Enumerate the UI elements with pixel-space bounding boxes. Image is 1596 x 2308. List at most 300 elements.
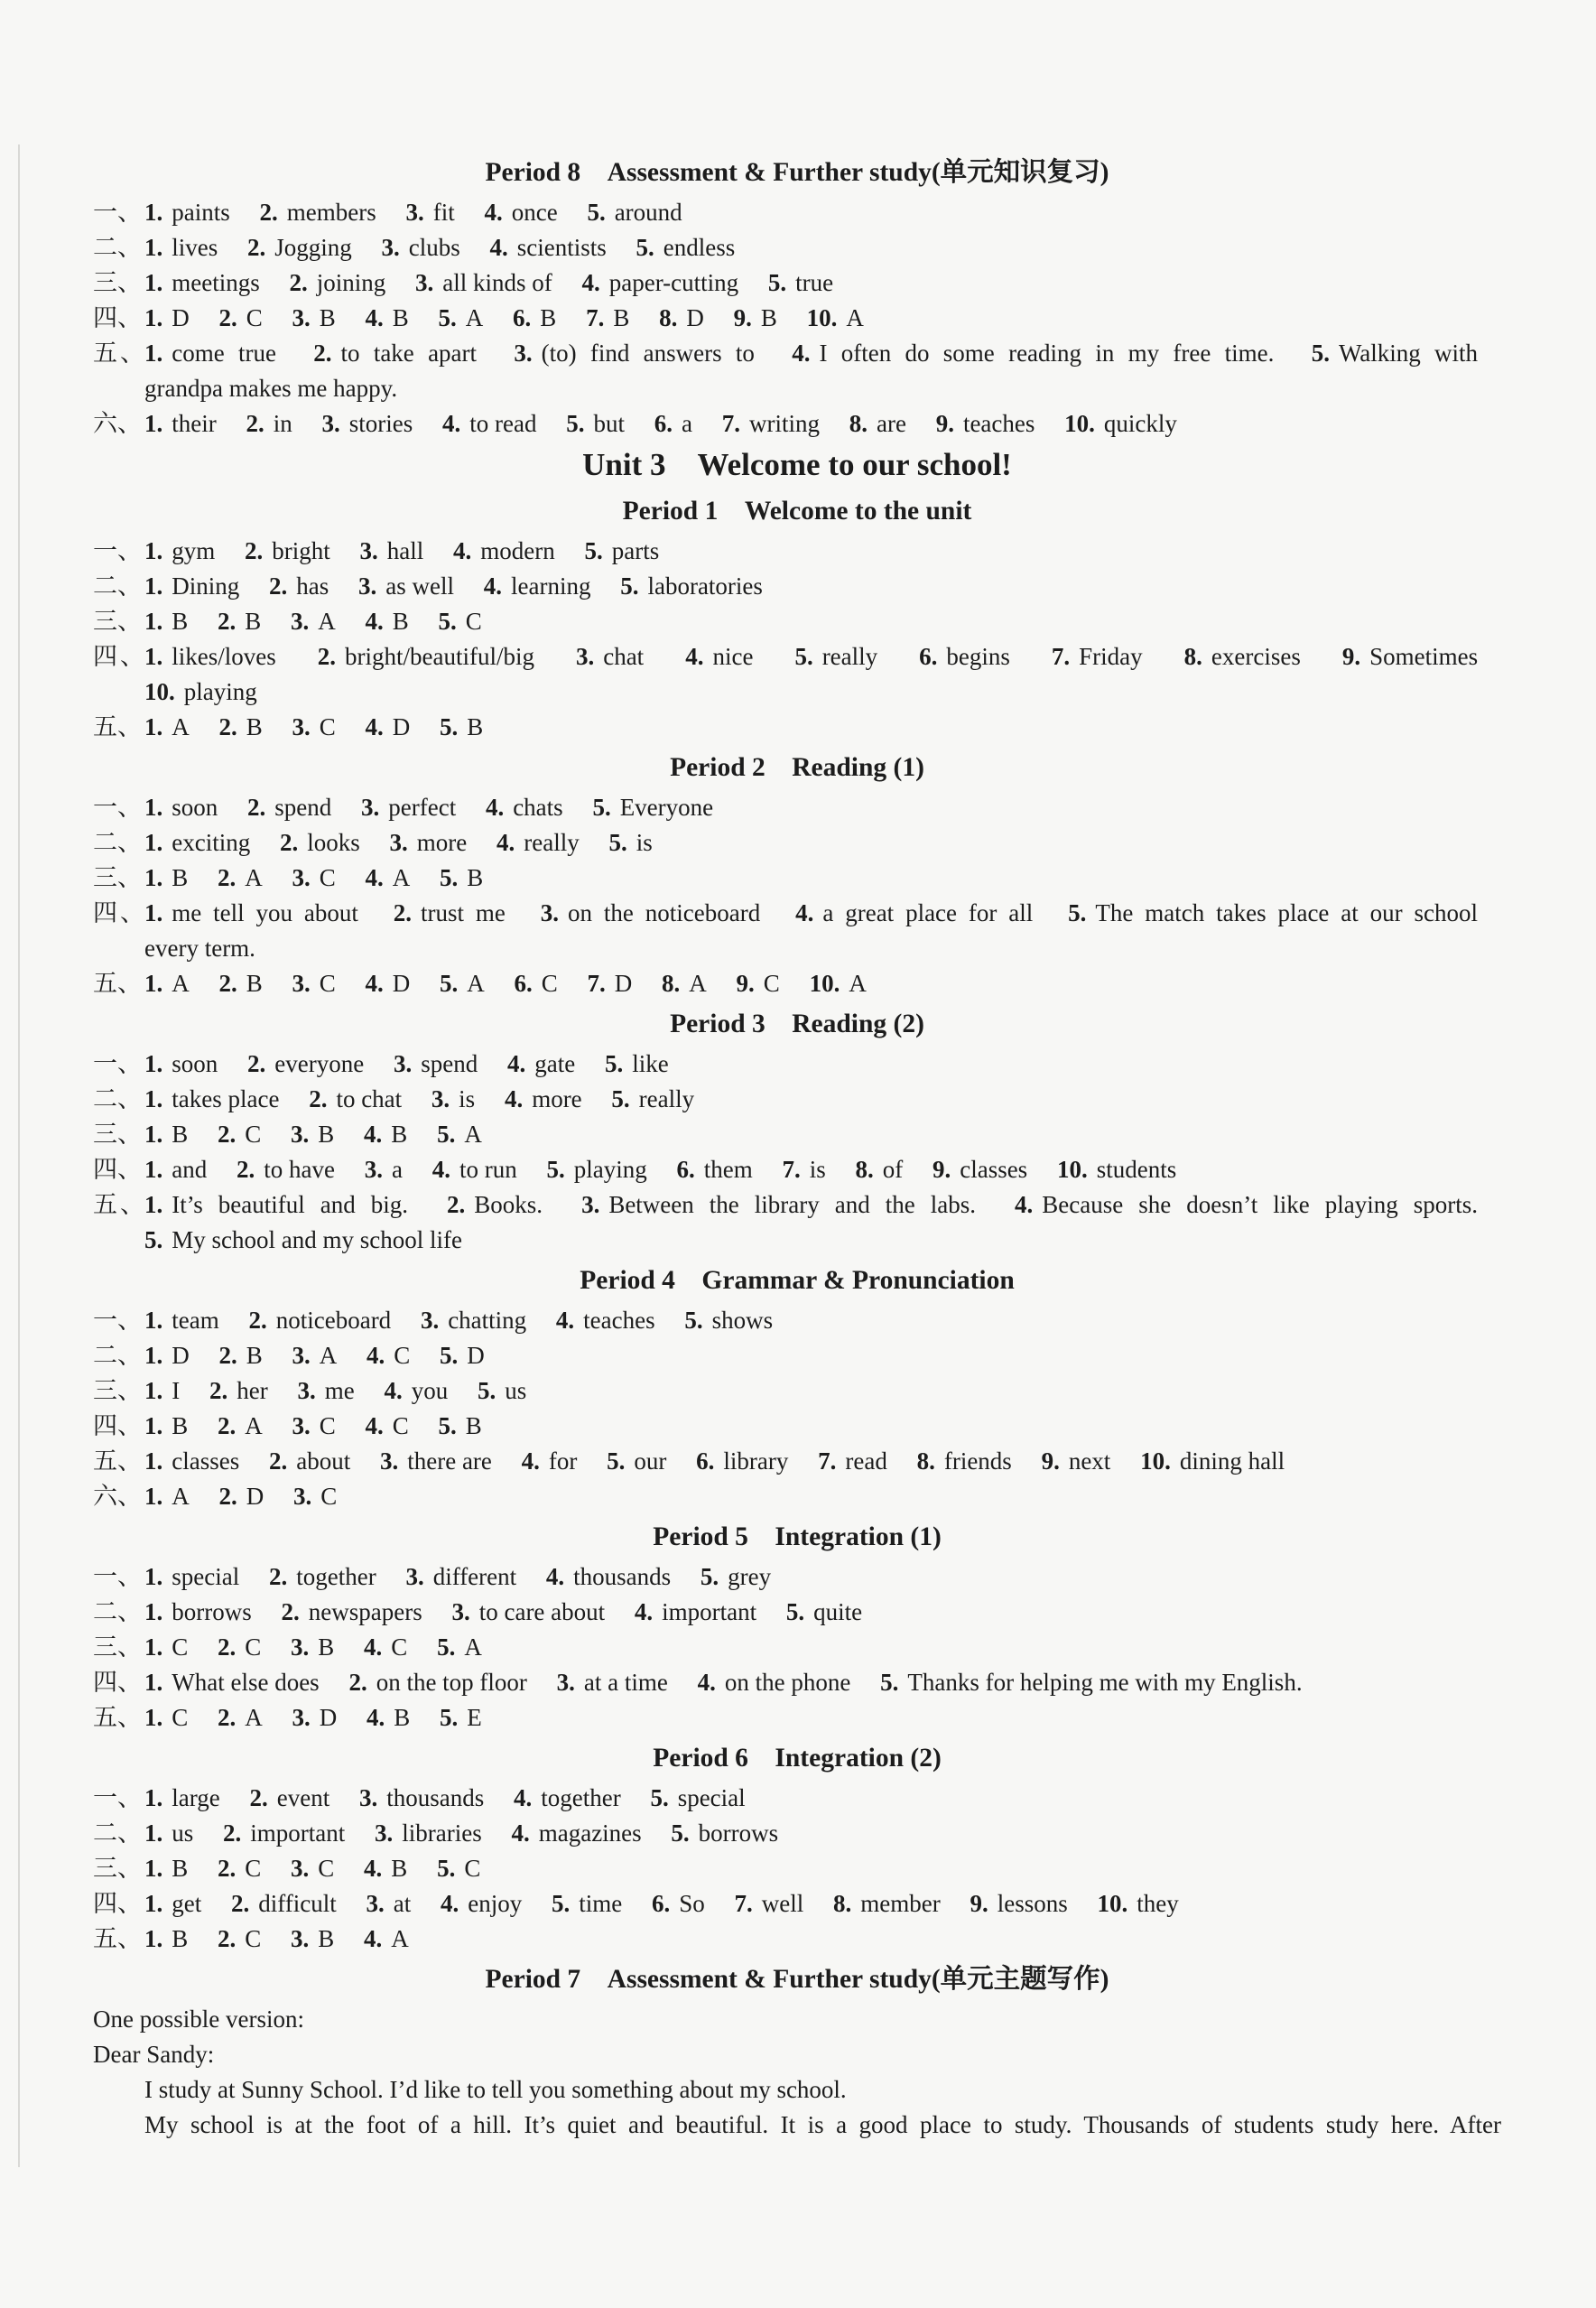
answer-number: 1. bbox=[144, 304, 163, 331]
answer-line bbox=[93, 1082, 1501, 1117]
answer-text: next bbox=[1068, 1447, 1111, 1475]
answer-item bbox=[219, 304, 263, 331]
answer-text: A bbox=[172, 1483, 190, 1510]
answer-text: thousands bbox=[573, 1563, 672, 1590]
answer-text: C bbox=[319, 1412, 336, 1439]
answer-text: C bbox=[541, 970, 558, 997]
answer-number: 6. bbox=[696, 1447, 715, 1475]
answer-text: classes bbox=[172, 1447, 240, 1475]
answer-number: 8. bbox=[662, 970, 681, 997]
answer-number: 4. bbox=[521, 1447, 540, 1475]
answer-item bbox=[620, 572, 763, 600]
answer-number: 10. bbox=[1056, 1156, 1088, 1183]
answer-number: 1. bbox=[144, 1784, 163, 1811]
answer-text: C bbox=[245, 1121, 262, 1148]
answer-text: bright/beautiful/big bbox=[345, 643, 534, 670]
answer-item bbox=[293, 1483, 337, 1510]
answer-item bbox=[366, 608, 409, 635]
answer-item bbox=[486, 794, 563, 821]
answer-item bbox=[685, 643, 753, 670]
answer-item bbox=[144, 829, 250, 856]
answer-item bbox=[735, 1890, 804, 1917]
answer-text: is bbox=[809, 1156, 826, 1183]
answer-number: 8. bbox=[659, 304, 678, 331]
answer-text: scientists bbox=[516, 234, 607, 261]
answer-number: 4. bbox=[685, 643, 704, 670]
answer-item bbox=[855, 1156, 903, 1183]
answer-number: 4. bbox=[792, 340, 811, 367]
answer-item bbox=[592, 794, 713, 821]
answer-number: 1. bbox=[144, 1819, 163, 1847]
answer-number: 2. bbox=[259, 199, 278, 226]
answer-item bbox=[144, 1412, 188, 1439]
answer-item bbox=[144, 1855, 188, 1882]
answer-number: 4. bbox=[511, 1819, 530, 1847]
answer-number: 3. bbox=[292, 304, 311, 331]
answer-text: event bbox=[276, 1784, 330, 1811]
answer-item bbox=[292, 864, 336, 891]
answer-text: library bbox=[723, 1447, 789, 1475]
question-group-number: 五、 bbox=[93, 1704, 142, 1731]
answer-number: 4. bbox=[485, 794, 505, 821]
answer-item bbox=[478, 1377, 526, 1404]
answer-text: C bbox=[394, 1342, 411, 1369]
answer-number: 2. bbox=[268, 1447, 288, 1475]
answer-text: together bbox=[296, 1563, 376, 1590]
answer-item bbox=[260, 199, 376, 226]
answer-text: exciting bbox=[172, 829, 251, 856]
question-group-number: 一、 bbox=[93, 1784, 142, 1811]
answer-text: I bbox=[172, 1377, 181, 1404]
answer-text: Everyone bbox=[619, 794, 714, 821]
answer-item bbox=[380, 1447, 492, 1475]
answer-number: 5. bbox=[794, 643, 813, 670]
answer-text: B bbox=[318, 1633, 335, 1661]
answer-number: 3. bbox=[291, 1855, 310, 1882]
answer-line bbox=[93, 1187, 1501, 1223]
answer-item bbox=[219, 970, 263, 997]
answer-item bbox=[292, 1412, 336, 1439]
answer-number: 2. bbox=[218, 713, 237, 740]
answer-text: B bbox=[172, 1855, 189, 1882]
answer-text: to have bbox=[264, 1156, 335, 1183]
question-group-number: 三、 bbox=[93, 608, 142, 635]
answer-item bbox=[247, 234, 352, 261]
answer-item bbox=[818, 1447, 887, 1475]
answer-text: members bbox=[286, 199, 376, 226]
answer-line bbox=[93, 1047, 1501, 1082]
answer-number: 5. bbox=[477, 1377, 496, 1404]
answer-item bbox=[144, 1377, 180, 1404]
answer-item bbox=[144, 1669, 320, 1696]
section-heading: Period 1 Welcome to the unit bbox=[622, 497, 972, 526]
answer-number: 2. bbox=[268, 1563, 288, 1590]
answer-number: 5. bbox=[440, 1704, 459, 1731]
section-heading: Period 6 Integration (2) bbox=[653, 1744, 942, 1773]
answer-item bbox=[223, 1819, 345, 1847]
section-heading: Period 2 Reading (1) bbox=[670, 753, 924, 782]
answer-item bbox=[608, 829, 652, 856]
question-group-number: 一、 bbox=[93, 1050, 142, 1077]
answer-number: 3. bbox=[431, 1085, 450, 1112]
answer-number: 2. bbox=[249, 1784, 268, 1811]
answer-text: member bbox=[860, 1890, 941, 1917]
answer-text: modern bbox=[480, 537, 555, 564]
answer-text: bright bbox=[272, 537, 330, 564]
answer-item bbox=[269, 572, 329, 600]
answer-text: different bbox=[432, 1563, 517, 1590]
answer-item bbox=[348, 1669, 526, 1696]
answer-number: 3. bbox=[321, 410, 340, 437]
answer-item bbox=[144, 1483, 190, 1510]
answer-number: 8. bbox=[855, 1156, 874, 1183]
answer-number: 3. bbox=[415, 269, 434, 296]
answer-text: A bbox=[318, 608, 336, 635]
answer-number: 5. bbox=[684, 1307, 703, 1334]
answer-number: 1. bbox=[144, 829, 163, 856]
answer-number: 3. bbox=[375, 1819, 394, 1847]
answer-text: C bbox=[172, 1704, 189, 1731]
answer-text: lives bbox=[172, 234, 218, 261]
answer-text: chat bbox=[603, 643, 645, 670]
answer-number: 9. bbox=[733, 304, 752, 331]
answer-line bbox=[93, 1559, 1501, 1595]
answer-text: lessons bbox=[997, 1890, 1068, 1917]
answer-number: 2. bbox=[247, 1050, 266, 1077]
answer-number: 5. bbox=[608, 829, 627, 856]
answer-line bbox=[93, 1152, 1501, 1187]
answer-text: me tell you about bbox=[172, 899, 358, 926]
answer-number: 3. bbox=[381, 234, 400, 261]
answer-item bbox=[511, 1819, 641, 1847]
answer-text: B bbox=[245, 608, 262, 635]
question-group-number: 二、 bbox=[93, 1085, 142, 1112]
answer-item bbox=[662, 970, 707, 997]
answer-number: 2. bbox=[289, 269, 308, 296]
answer-number: 3. bbox=[292, 713, 311, 740]
answer-number: 1. bbox=[144, 864, 163, 891]
answer-number: 1. bbox=[144, 1925, 163, 1952]
answer-item bbox=[676, 1156, 752, 1183]
answer-item bbox=[144, 537, 215, 564]
answer-text: around bbox=[614, 199, 682, 226]
answer-text: them bbox=[703, 1156, 753, 1183]
answer-item bbox=[576, 643, 644, 670]
answer-number: 5. bbox=[438, 608, 457, 635]
answer-item bbox=[144, 1121, 188, 1148]
answer-line bbox=[93, 336, 1501, 371]
answer-item bbox=[513, 304, 556, 331]
answer-item bbox=[144, 864, 188, 891]
answer-text: time bbox=[579, 1890, 623, 1917]
answer-number: 4. bbox=[431, 1156, 450, 1183]
answer-item bbox=[366, 304, 409, 331]
answer-text: to take apart bbox=[340, 340, 478, 367]
answer-text: B bbox=[172, 1412, 189, 1439]
answer-item bbox=[552, 1890, 622, 1917]
answer-number: 1. bbox=[144, 713, 163, 740]
answer-number: 2. bbox=[218, 1633, 237, 1661]
answer-item bbox=[144, 269, 260, 296]
answer-text: A bbox=[465, 304, 484, 331]
question-group-number: 二、 bbox=[93, 1598, 142, 1625]
answer-text: like bbox=[632, 1050, 669, 1077]
answer-item bbox=[505, 1085, 582, 1112]
answer-number: 1. bbox=[144, 1855, 163, 1882]
answer-number: 6. bbox=[654, 410, 673, 437]
answer-item bbox=[144, 1784, 220, 1811]
answer-text: C bbox=[318, 1855, 335, 1882]
answer-item bbox=[375, 1819, 482, 1847]
answer-number: 5. bbox=[620, 572, 639, 600]
answer-number: 9. bbox=[736, 970, 755, 997]
answer-text: all kinds of bbox=[442, 269, 552, 296]
answer-item bbox=[782, 1156, 825, 1183]
answer-number: 4. bbox=[365, 864, 384, 891]
answer-number: 5. bbox=[611, 1085, 630, 1112]
answer-item bbox=[1068, 899, 1478, 926]
answer-number: 3. bbox=[540, 899, 560, 926]
answer-number: 1. bbox=[144, 1483, 163, 1510]
answer-item bbox=[514, 1784, 621, 1811]
answer-text: everyone bbox=[274, 1050, 365, 1077]
answer-text: writing bbox=[748, 410, 820, 437]
answer-number: 3. bbox=[575, 643, 595, 670]
answer-number: 3. bbox=[292, 1412, 311, 1439]
answer-text: a bbox=[681, 410, 692, 437]
answer-item bbox=[280, 829, 360, 856]
answer-item bbox=[431, 1085, 475, 1112]
answer-number: 4. bbox=[453, 537, 472, 564]
answer-text: C bbox=[391, 1633, 408, 1661]
question-group-number: 二、 bbox=[93, 1342, 142, 1369]
answer-item bbox=[917, 1447, 1012, 1475]
answer-number: 3. bbox=[514, 340, 533, 367]
answer-number: 1. bbox=[144, 970, 163, 997]
answer-number: 4. bbox=[697, 1669, 716, 1696]
answer-item bbox=[144, 1191, 408, 1218]
answer-item bbox=[447, 1191, 543, 1218]
answer-item bbox=[734, 304, 777, 331]
answer-item bbox=[441, 1890, 522, 1917]
answer-item bbox=[219, 713, 263, 740]
answer-item bbox=[364, 1855, 407, 1882]
answer-number: 3. bbox=[393, 1050, 413, 1077]
answer-number: 5. bbox=[566, 410, 585, 437]
essay-line: Dear Sandy: bbox=[93, 2041, 215, 2068]
answer-item bbox=[849, 410, 906, 437]
answer-number: 9. bbox=[932, 1156, 951, 1183]
answer-text: difficult bbox=[258, 1890, 337, 1917]
answer-item bbox=[144, 794, 218, 821]
answer-item bbox=[654, 410, 692, 437]
answer-text: teaches bbox=[583, 1307, 655, 1334]
answer-text: learning bbox=[511, 572, 591, 600]
answer-line bbox=[93, 710, 1501, 745]
answer-item bbox=[585, 537, 660, 564]
answer-line bbox=[93, 861, 1501, 896]
answer-number: 10. bbox=[809, 970, 840, 997]
answer-text: borrows bbox=[172, 1598, 252, 1625]
answer-number: 4. bbox=[365, 970, 384, 997]
section-heading: Period 3 Reading (2) bbox=[670, 1010, 924, 1038]
answer-item bbox=[1098, 1890, 1179, 1917]
answer-text: B bbox=[391, 1855, 408, 1882]
answer-number: 5. bbox=[546, 1156, 565, 1183]
answer-item bbox=[586, 304, 629, 331]
answer-text: A bbox=[392, 864, 411, 891]
answer-number: 9. bbox=[1041, 1447, 1060, 1475]
answer-text: A bbox=[245, 1412, 263, 1439]
answer-text: C bbox=[245, 1633, 262, 1661]
answer-item bbox=[833, 1890, 941, 1917]
answer-line bbox=[93, 1479, 1501, 1514]
question-group-number: 三、 bbox=[93, 1633, 142, 1661]
answer-item bbox=[382, 234, 460, 261]
answer-text: well bbox=[761, 1890, 804, 1917]
answer-number: 4. bbox=[1015, 1191, 1034, 1218]
answer-number: 4. bbox=[504, 1085, 524, 1112]
answer-text: really bbox=[524, 829, 580, 856]
essay-line: My school is at the foot of a hill. It’s quiet and beautiful. It is a good place to study. Thousands of students study here. After bbox=[144, 2111, 1501, 2138]
answer-text: you bbox=[411, 1377, 449, 1404]
answer-item bbox=[1057, 1156, 1176, 1183]
answer-line bbox=[93, 265, 1501, 301]
answer-number: 3. bbox=[291, 608, 310, 635]
answer-number: 1. bbox=[144, 1191, 163, 1218]
answer-number: 2. bbox=[218, 1412, 237, 1439]
answer-item bbox=[810, 970, 867, 997]
answer-line bbox=[93, 1444, 1501, 1479]
answer-text: more bbox=[532, 1085, 582, 1112]
question-group-number: 四、 bbox=[93, 1156, 142, 1183]
answer-item bbox=[919, 643, 1010, 670]
answer-text: a bbox=[391, 1156, 403, 1183]
answer-item bbox=[144, 1704, 188, 1731]
answer-text: come true bbox=[172, 340, 276, 367]
answer-text: A bbox=[689, 970, 707, 997]
answer-item bbox=[209, 1377, 268, 1404]
answer-line bbox=[93, 1922, 1501, 1957]
answer-text: B bbox=[318, 1925, 335, 1952]
answer-text: grey bbox=[728, 1563, 772, 1590]
answer-line bbox=[93, 534, 1501, 569]
answer-item bbox=[292, 970, 336, 997]
answer-text: chatting bbox=[448, 1307, 527, 1334]
answer-line bbox=[93, 1665, 1501, 1700]
answer-text: paper-cutting bbox=[608, 269, 739, 296]
answer-text: in bbox=[273, 410, 292, 437]
answer-item bbox=[322, 410, 413, 437]
answer-text: It’s beautiful and big. bbox=[172, 1191, 408, 1218]
answer-text: takes place bbox=[172, 1085, 280, 1112]
answer-item bbox=[292, 1342, 338, 1369]
answer-text: nice bbox=[712, 643, 754, 670]
answer-number: 2. bbox=[247, 234, 266, 261]
answer-text: important bbox=[662, 1598, 757, 1625]
answer-text: (to) find answers to bbox=[541, 340, 755, 367]
answer-text: I often do some reading in my free time. bbox=[819, 340, 1275, 367]
question-group-number: 二、 bbox=[93, 572, 142, 600]
answer-number: 3. bbox=[292, 1342, 311, 1369]
answer-text: teaches bbox=[962, 410, 1035, 437]
answer-number: 10. bbox=[144, 678, 175, 705]
answer-number: 3. bbox=[405, 199, 424, 226]
answer-item bbox=[1140, 1447, 1285, 1475]
answer-item bbox=[440, 1342, 485, 1369]
answer-text: trust me bbox=[421, 899, 506, 926]
answer-item bbox=[144, 643, 276, 670]
answer-text: D bbox=[467, 1342, 485, 1369]
answer-number: 1. bbox=[144, 1412, 163, 1439]
answer-text: enjoy bbox=[468, 1890, 523, 1917]
answer-text: our bbox=[634, 1447, 667, 1475]
answer-item bbox=[514, 340, 755, 367]
answer-line bbox=[93, 1851, 1501, 1886]
answer-item bbox=[701, 1563, 771, 1590]
answer-item bbox=[405, 1563, 516, 1590]
answer-item bbox=[605, 1050, 669, 1077]
answer-text: begins bbox=[946, 643, 1010, 670]
answer-number: 4. bbox=[545, 1563, 565, 1590]
answer-text: of bbox=[882, 1156, 904, 1183]
answer-number: 1. bbox=[144, 572, 163, 600]
answer-item bbox=[515, 970, 558, 997]
answer-number: 1. bbox=[144, 1633, 163, 1661]
answer-text: D bbox=[172, 304, 190, 331]
answer-continuation: grandpa makes me happy. bbox=[144, 375, 398, 402]
answer-item bbox=[439, 1412, 482, 1439]
answer-number: 2. bbox=[393, 899, 412, 926]
answer-number: 3. bbox=[389, 829, 408, 856]
answer-line bbox=[93, 1781, 1501, 1816]
answer-item bbox=[291, 1633, 334, 1661]
answer-item bbox=[292, 304, 336, 331]
question-group-number: 四、 bbox=[93, 1669, 142, 1696]
answer-item bbox=[218, 1633, 261, 1661]
answer-number: 3. bbox=[451, 1598, 470, 1625]
answer-item bbox=[218, 1855, 261, 1882]
answer-item bbox=[364, 1633, 407, 1661]
answer-text: soon bbox=[172, 1050, 218, 1077]
answer-text: D bbox=[319, 1704, 338, 1731]
answer-item bbox=[291, 1925, 334, 1952]
answer-text: stories bbox=[348, 410, 413, 437]
answer-line bbox=[93, 896, 1501, 931]
unit-title: Unit 3 Welcome to our school! bbox=[582, 447, 1012, 482]
answer-item bbox=[437, 1121, 482, 1148]
answer-text: My school and my school life bbox=[172, 1226, 462, 1253]
answer-text: B bbox=[319, 304, 336, 331]
answer-text: C bbox=[172, 1633, 189, 1661]
answer-item bbox=[144, 1156, 207, 1183]
answer-text: Walking with bbox=[1338, 340, 1479, 367]
answer-number: 3. bbox=[364, 1156, 383, 1183]
answer-text: Friday bbox=[1079, 643, 1143, 670]
question-group-number: 一、 bbox=[93, 794, 142, 821]
answer-item bbox=[360, 537, 424, 564]
answer-number: 2. bbox=[281, 1598, 300, 1625]
answer-item bbox=[1342, 643, 1478, 670]
answer-item bbox=[364, 1121, 407, 1148]
answer-item bbox=[659, 304, 704, 331]
answer-number: 9. bbox=[935, 410, 954, 437]
answer-item bbox=[289, 269, 385, 296]
answer-line bbox=[93, 1303, 1501, 1338]
answer-number: 5. bbox=[438, 304, 457, 331]
answer-item bbox=[432, 1156, 517, 1183]
answer-item bbox=[437, 1633, 482, 1661]
